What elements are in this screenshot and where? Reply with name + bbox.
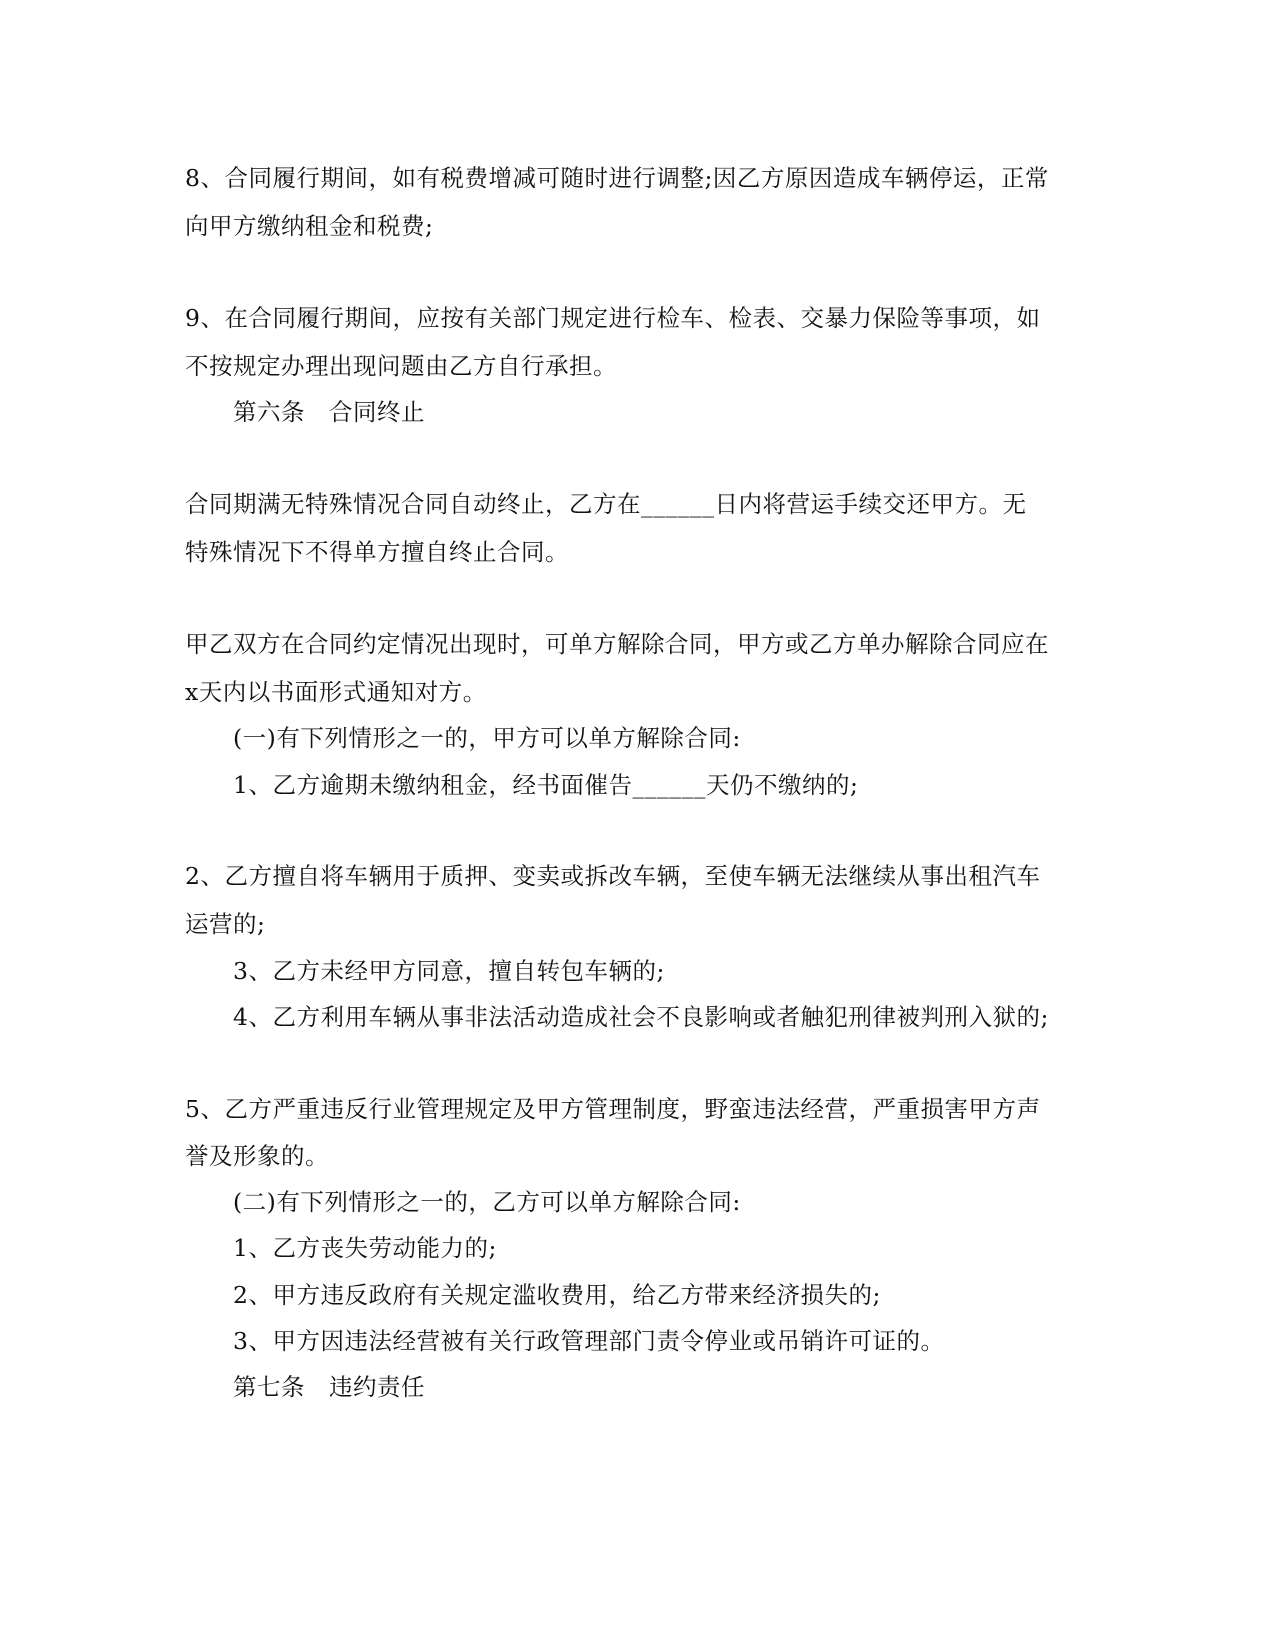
termination-line-1: 合同期满无特殊情况合同自动终止，乙方在______日内将营运手续交还甲方。无 (185, 490, 1027, 518)
termination-line-2: 特殊情况下不得单方擅自终止合同。 (185, 538, 569, 566)
article-7-heading: 第七条 违约责任 (233, 1373, 425, 1401)
party-b-rescission-heading: (二)有下列情形之一的，乙方可以单方解除合同: (233, 1188, 741, 1216)
party-b-item-3: 3、甲方因违法经营被有关行政管理部门责令停业或吊销许可证的。 (233, 1327, 945, 1355)
party-a-item-2-line-1: 2、乙方擅自将车辆用于质押、变卖或拆改车辆，至使车辆无法继续从事出租汽车 (185, 862, 1041, 890)
article-6-heading: 第六条 合同终止 (233, 398, 425, 426)
party-a-item-3: 3、乙方未经甲方同意，擅自转包车辆的; (233, 957, 665, 985)
clause-8-line-2: 向甲方缴纳租金和税费; (185, 212, 434, 240)
party-a-item-5-line-2: 誉及形象的。 (185, 1142, 329, 1170)
party-a-item-5-line-1: 5、乙方严重违反行业管理规定及甲方管理制度，野蛮违法经营，严重损害甲方声 (185, 1095, 1041, 1123)
party-a-item-1: 1、乙方逾期未缴纳租金，经书面催告______天仍不缴纳的; (233, 771, 859, 799)
party-b-item-2: 2、甲方违反政府有关规定滥收费用，给乙方带来经济损失的; (233, 1281, 881, 1309)
rescission-line-1: 甲乙双方在合同约定情况出现时，可单方解除合同，甲方或乙方单办解除合同应在 (185, 630, 1049, 658)
party-a-item-4: 4、乙方利用车辆从事非法活动造成社会不良影响或者触犯刑律被判刑入狱的; (233, 1003, 1049, 1031)
party-a-item-2-line-2: 运营的; (185, 910, 266, 938)
party-a-rescission-heading: (一)有下列情形之一的，甲方可以单方解除合同: (233, 724, 741, 752)
rescission-line-2: x天内以书面形式通知对方。 (185, 678, 487, 706)
clause-9-line-2: 不按规定办理出现问题由乙方自行承担。 (185, 352, 617, 380)
party-b-item-1: 1、乙方丧失劳动能力的; (233, 1234, 497, 1262)
clause-8-line-1: 8、合同履行期间，如有税费增减可随时进行调整;因乙方原因造成车辆停运，正常 (185, 164, 1049, 192)
clause-9-line-1: 9、在合同履行期间，应按有关部门规定进行检车、检表、交暴力保险等事项，如 (185, 304, 1041, 332)
